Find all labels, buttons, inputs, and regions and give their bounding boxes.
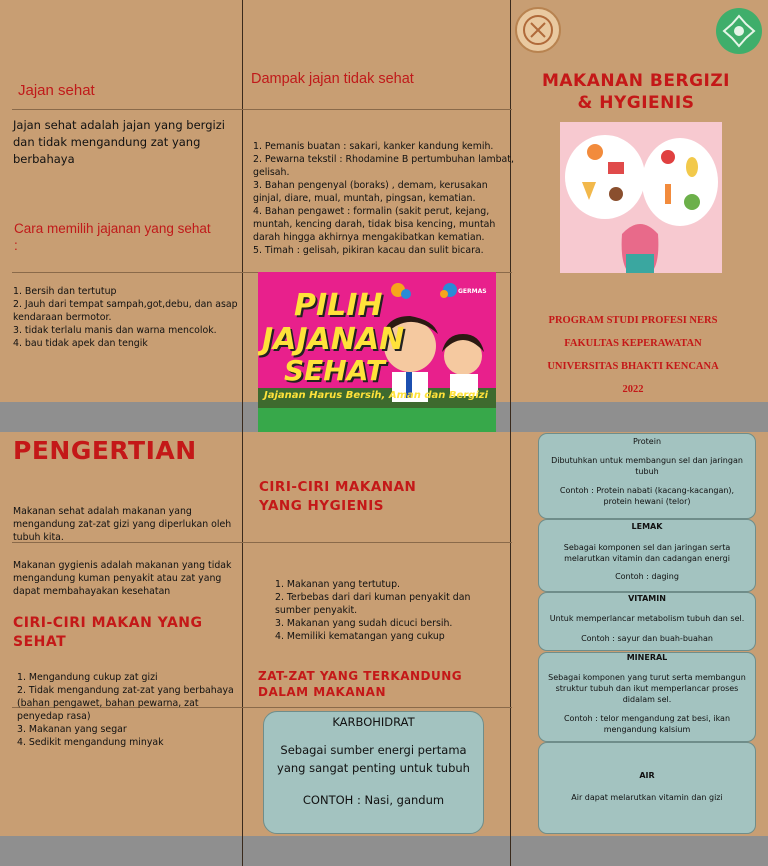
fold-line-right-bottom (510, 432, 511, 866)
air-box (538, 742, 756, 834)
jajan-sehat-title: Jajan sehat (18, 82, 95, 99)
vitamin-title: VITAMIN (628, 594, 666, 603)
faculty-name: FAKULTAS KEPERAWATAN (564, 338, 702, 349)
karbohidrat-example: CONTOH : Nasi, gandum (302, 793, 445, 807)
list-item: 1. Makanan yang tertutup. (275, 579, 401, 590)
mineral-example: Contoh : telor mengandung zat besi, ikan mengandung kalsium (563, 714, 731, 734)
ciri-hygienis-title: CIRI-CIRI MAKANAN YANG HYGIENIS (259, 479, 417, 514)
list-item: 1. Mengandung cukup zat gizi (17, 672, 158, 683)
list-item: 3. Makanan yang sudah dicuci bersih. (275, 618, 453, 629)
air-desc: Air dapat melarutkan vitamin dan gizi (571, 793, 723, 802)
faculty-logo (716, 8, 762, 54)
pengertian-p2: Makanan gygienis adalah makanan yang tidak mengandung kuman penyakit atau zat yang dapat membahayakan kesehatan (13, 560, 232, 597)
list-item: 2. Pewarna tekstil : Rhodamine B pertumbuhan lambat, gelisah. (253, 154, 514, 178)
pengertian-title: PENGERTIAN (13, 436, 197, 465)
list-item: 3. tidak terlalu manis dan warna mencolok. (13, 325, 217, 336)
lemak-desc: Sebagai komponen sel dan jaringan serta melarutkan vitamin dan cadangan energi (563, 543, 731, 563)
university-logo (515, 7, 561, 53)
list-item: 3. Bahan pengenyal (boraks) , demam, kerusakan ginjal, diare, mual, muntah, pingsan, kematian. (253, 180, 488, 204)
seal-icon (517, 9, 559, 51)
list-item: 2. Jauh dari tempat sampah,got,debu, dan asap kendaraan bermotor. (13, 299, 238, 323)
list-item: 3. Makanan yang segar (17, 724, 127, 735)
leaf-emblem-icon (716, 8, 762, 54)
air-title: AIR (639, 771, 655, 780)
main-title-line1: MAKANAN BERGIZI (541, 71, 731, 91)
list-item: 4. Memiliki kematangan yang cukup (275, 631, 445, 642)
main-title-line2: & HYGIENIS (577, 93, 695, 113)
mineral-desc: Sebagai komponen yang turut serta membangun struktur tubuh dan ikut memperlancar proses didalam sel. (548, 673, 746, 704)
choose-title: Cara memilih jajanan yang sehat : (14, 221, 211, 253)
protein-example: Contoh : Protein nabati (kacang-kacangan), protein hewani (telor) (559, 486, 735, 506)
list-item: 2. Terbebas dari dari kuman penyakit dan sumber penyakit. (275, 592, 471, 616)
healthy-vs-junk-illustration (560, 122, 722, 273)
list-item: 1. Pemanis buatan : sakari, kanker kandung kemih. (253, 141, 494, 152)
vitamin-box (538, 592, 756, 651)
protein-title: Protein (632, 437, 662, 446)
dampak-title: Dampak jajan tidak sehat (251, 71, 414, 87)
karbohidrat-desc: Sebagai sumber energi pertama yang sangat penting untuk tubuh (277, 743, 470, 775)
fold-line-left (242, 0, 243, 432)
jajan-sehat-definition: Jajan sehat adalah jajan yang bergizi dan tidak mengandung zat yang berbahaya (13, 118, 225, 166)
mineral-title: MINERAL (626, 653, 668, 662)
poster-line1: PILIH (294, 288, 383, 323)
dampak-list (253, 140, 515, 257)
vitamin-example: Contoh : sayur dan buah-buahan (581, 634, 713, 643)
karbohidrat-title: KARBOHIDRAT (332, 715, 415, 729)
list-item: 2. Tidak mengandung zat-zat yang berbahaya (bahan pengawet, bahan pewarna, zat penyedap rasa) (17, 685, 234, 722)
list-item: 5. Timah : gelisah, pikiran kacau dan sulit bicara. (253, 245, 484, 256)
protein-box (538, 433, 756, 519)
karbohidrat-box (263, 711, 484, 834)
choose-list (13, 285, 238, 350)
protein-desc: Dibutuhkan untuk membangun sel dan jaringan tubuh (551, 456, 743, 476)
zat-title: ZAT-ZAT YANG TERKANDUNG DALAM MAKANAN (258, 669, 463, 699)
fold-line-left-bottom (242, 432, 243, 866)
list-item: 1. Bersih dan tertutup (13, 286, 117, 297)
vitamin-desc: Untuk memperlancar metabolism tubuh dan sel. (549, 614, 745, 623)
program-name: PROGRAM STUDI PROFESI NERS (548, 315, 718, 326)
poster-line3: SEHAT (284, 354, 385, 387)
year: 2022 (622, 384, 644, 395)
list-item: 4. Bahan pengawet : formalin (sakit perut, kejang, muntah, kencing darah, tidak bisa kencing, muntah darah hingga akhirnya mengakibatkan kematian. (253, 206, 496, 243)
list-item: 4. bau tidak apek dan tengik (13, 338, 148, 349)
lemak-title: LEMAK (631, 522, 663, 531)
mineral-box (538, 652, 756, 742)
poster-tagline: Jajanan Harus Bersih, Aman dan Bergizi (264, 390, 489, 401)
heading-rule-1 (12, 109, 512, 110)
poster-logo-text: GERMAS (458, 288, 487, 295)
food-choice-art (560, 122, 722, 273)
ciri-hygienis-list (275, 578, 500, 643)
pilih-jajanan-poster (258, 272, 496, 432)
ciri-sehat-title: CIRI-CIRI MAKAN YANG SEHAT (13, 615, 203, 650)
lemak-box (538, 519, 756, 592)
bottom-band (0, 836, 768, 866)
poster-line2: JAJANAN (262, 322, 405, 357)
university-name: UNIVERSITAS BHAKTI KENCANA (547, 361, 719, 372)
pengertian-p1: Makanan sehat adalah makanan yang mengandung zat-zat gizi yang diperlukan oleh tubuh kita. (13, 506, 232, 543)
lemak-example: Contoh : daging (615, 572, 679, 581)
list-item: 4. Sedikit mengandung minyak (17, 737, 164, 748)
ciri-sehat-list (17, 671, 239, 749)
